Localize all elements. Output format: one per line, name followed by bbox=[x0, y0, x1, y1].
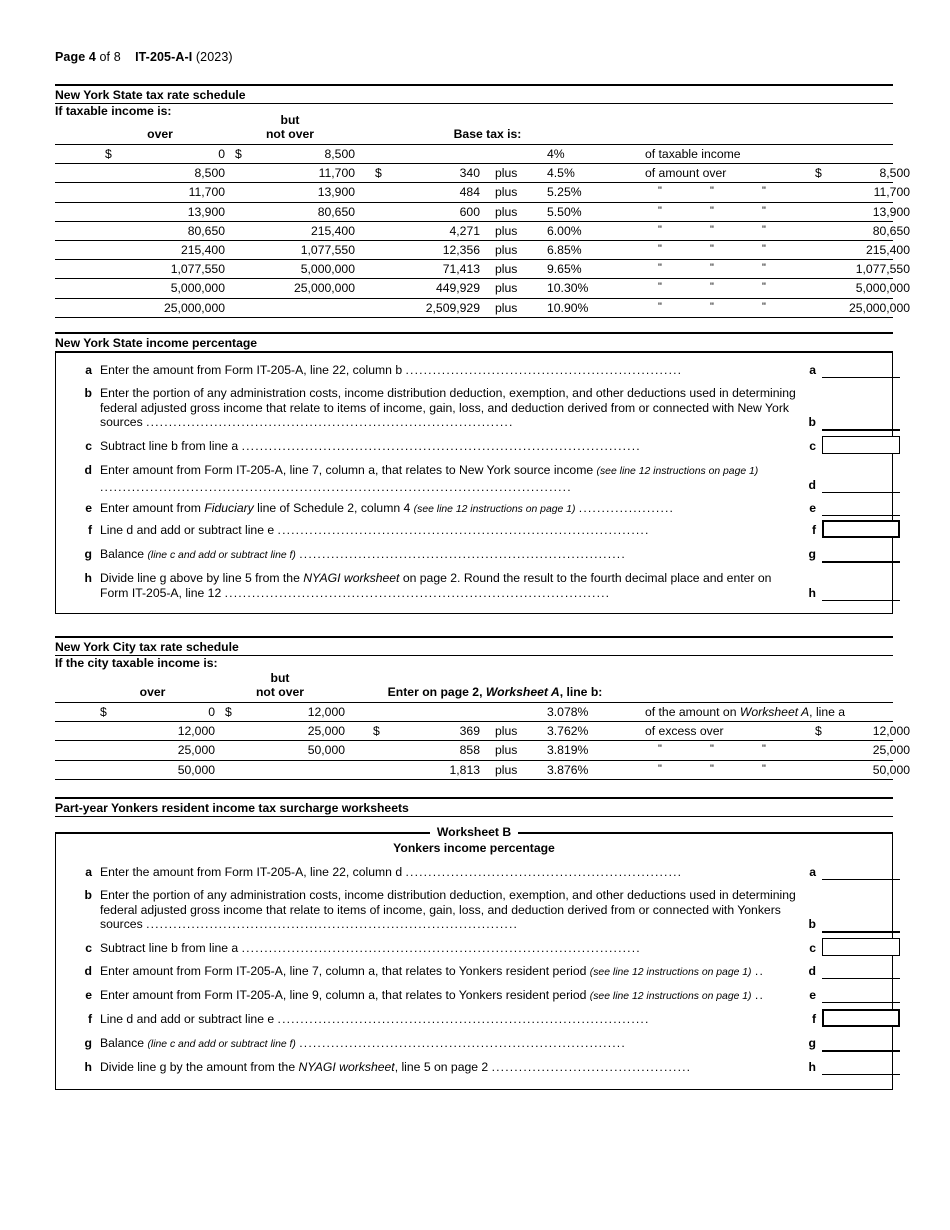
cell-over-value: 215,400 bbox=[180, 243, 225, 257]
form-id: IT-205-A-I bbox=[135, 50, 193, 64]
cell-of-amount-value: 1,077,550 bbox=[855, 262, 910, 277]
page-header bbox=[55, 50, 233, 64]
line-text-d: Enter amount from Form IT-205-A, line 7, column a, that relates to New York source income (see line 12 instructions on page 1) ........................................................................................................ bbox=[100, 463, 759, 494]
table-rule bbox=[55, 144, 893, 145]
cell-not-over-symbol: $ bbox=[225, 705, 232, 719]
line-letter-c: c bbox=[85, 941, 92, 955]
city-tax-rate-table bbox=[55, 671, 910, 782]
page-number: 4 bbox=[88, 50, 96, 64]
cell-not-over-value: 215,400 bbox=[310, 223, 355, 238]
cell-base-value: 2,509,929 bbox=[425, 300, 480, 315]
cell-of-amount-value: 12,000 bbox=[872, 724, 910, 739]
table-rule bbox=[55, 163, 893, 164]
answer-field-b[interactable] bbox=[822, 429, 900, 431]
cell-not-over-symbol: $ bbox=[235, 147, 242, 161]
answer-letter-e: e bbox=[809, 988, 816, 1002]
table-rule bbox=[55, 240, 893, 241]
cell-ditto-mark-2: " bbox=[710, 204, 714, 217]
cell-plus-label: plus bbox=[495, 262, 518, 277]
cell-ditto-mark-2: " bbox=[710, 762, 714, 775]
line-letter-a: a bbox=[85, 865, 92, 879]
worksheet-b-subtitle-wrap bbox=[55, 841, 893, 855]
cell-plus-label: plus bbox=[495, 743, 518, 758]
cell-over-value: 12,000 bbox=[177, 724, 215, 739]
cell-over-value: 13,900 bbox=[187, 204, 225, 219]
answer-field-f[interactable] bbox=[822, 520, 900, 538]
line-text-f: Line d and add or subtract line e .................................................................................. bbox=[100, 523, 650, 537]
column-header-but: but bbox=[270, 671, 290, 685]
answer-letter-f: f bbox=[811, 523, 816, 537]
answer-field-b[interactable] bbox=[822, 931, 900, 933]
cell-ditto-mark-2: " bbox=[710, 300, 714, 313]
line-letter-b: b bbox=[84, 386, 92, 400]
line-text-e: Enter amount from Fiduciary line of Schedule 2, column 4 (see line 12 instructions on page 1) ..................... bbox=[100, 501, 675, 515]
table-rule bbox=[55, 298, 893, 299]
cell-base-value: 1,813 bbox=[449, 762, 480, 777]
cell-ditto-mark-3: " bbox=[762, 743, 766, 756]
cell-not-over-value: 80,650 bbox=[317, 204, 355, 219]
answer-letter-c: c bbox=[809, 941, 816, 955]
cell-ditto-mark-1: " bbox=[658, 223, 662, 236]
section-header-state-rate-schedule: New York State tax rate schedule bbox=[55, 84, 893, 104]
table-rule bbox=[55, 779, 893, 780]
cell-not-over-value: 5,000,000 bbox=[300, 262, 355, 277]
answer-letter-g: g bbox=[808, 1036, 816, 1050]
cell-ditto-mark-3: " bbox=[762, 243, 766, 255]
cell-of-amount-value: 25,000,000 bbox=[849, 300, 910, 315]
cell-rate: 9.65% bbox=[547, 262, 582, 277]
state-tax-rate-table bbox=[55, 113, 910, 315]
answer-letter-a: a bbox=[809, 363, 816, 377]
line-letter-f: f bbox=[87, 1012, 92, 1026]
cell-not-over-value: 8,500 bbox=[324, 147, 355, 161]
answer-letter-g: g bbox=[808, 547, 816, 561]
cell-rate: 3.876% bbox=[547, 762, 589, 777]
cell-ditto-mark-2: " bbox=[710, 281, 714, 294]
worksheet-b-label: Worksheet B bbox=[430, 825, 518, 839]
answer-letter-d: d bbox=[808, 477, 816, 492]
line-text-f: Line d and add or subtract line e .................................................................................. bbox=[100, 1012, 650, 1026]
cell-ditto-mark-2: " bbox=[710, 223, 714, 236]
cell-not-over-value: 13,900 bbox=[317, 185, 355, 200]
cell-not-over-value: 1,077,550 bbox=[300, 243, 355, 257]
table-rule bbox=[55, 740, 893, 741]
cell-rate: 6.00% bbox=[547, 223, 582, 238]
column-header-not-over: not over bbox=[255, 685, 305, 699]
cell-ditto-mark-3: " bbox=[762, 223, 766, 236]
form-year: (2023) bbox=[195, 50, 233, 64]
cell-over-value: 80,650 bbox=[187, 223, 225, 238]
worksheet-b-subtitle: Yonkers income percentage bbox=[393, 841, 555, 855]
table-rule bbox=[55, 278, 893, 279]
table-rule bbox=[55, 182, 893, 183]
answer-letter-f: f bbox=[811, 1012, 816, 1026]
line-letter-g: g bbox=[84, 1036, 92, 1050]
section-header-city-rate-schedule: New York City tax rate schedule bbox=[55, 636, 893, 656]
line-text-c: Subtract line b from line a ........................................................................................ bbox=[100, 941, 641, 955]
cell-ditto-mark-1: " bbox=[658, 762, 662, 775]
cell-plus-label: plus bbox=[495, 185, 518, 200]
cell-rate: 4.5% bbox=[547, 166, 575, 181]
cell-base-value: 340 bbox=[459, 166, 480, 181]
cell-base-symbol: $ bbox=[373, 724, 380, 739]
table-rule bbox=[55, 259, 893, 260]
column-header-not-over: not over bbox=[265, 127, 315, 141]
cell-over-value: 50,000 bbox=[177, 762, 215, 777]
cell-base-value: 600 bbox=[459, 204, 480, 219]
line-text-g: Balance (line c and add or subtract line f) ........................................................................ bbox=[100, 1036, 626, 1050]
legend-rule bbox=[518, 833, 893, 834]
line-text-a: Enter the amount from Form IT-205-A, line 22, column b ............................................................. bbox=[100, 363, 683, 377]
table-rule bbox=[55, 760, 893, 761]
cell-rate: 6.85% bbox=[547, 243, 582, 257]
cell-ditto-mark-3: " bbox=[762, 185, 766, 198]
cell-over-value: 25,000,000 bbox=[164, 300, 225, 315]
column-header-enter-on-page-2: Enter on page 2, Worksheet A, line b: bbox=[387, 685, 603, 699]
cell-ditto-mark-1: " bbox=[658, 262, 662, 275]
state-income-percentage-worksheet bbox=[55, 352, 893, 614]
answer-letter-h: h bbox=[808, 1060, 816, 1074]
cell-over-symbol: $ bbox=[105, 147, 112, 161]
answer-field-h[interactable] bbox=[822, 1074, 900, 1075]
table-rule bbox=[55, 721, 893, 722]
column-header-base-tax: Base tax is: bbox=[453, 127, 522, 141]
column-header-over: over bbox=[147, 127, 173, 141]
cell-over-value: 11,700 bbox=[188, 185, 225, 200]
cell-base-value: 484 bbox=[459, 185, 480, 200]
page-total: 8 bbox=[113, 50, 121, 64]
worksheet-b-legend bbox=[55, 825, 893, 839]
cell-base-value: 858 bbox=[459, 743, 480, 758]
cell-ditto-mark-3: " bbox=[762, 262, 766, 275]
cell-rate: 4% bbox=[547, 147, 565, 161]
cell-plus-label: plus bbox=[495, 166, 518, 181]
cell-plus-label: plus bbox=[495, 300, 518, 315]
cell-plus-label: plus bbox=[495, 223, 518, 238]
line-text-g: Balance (line c and add or subtract line f) ........................................................................ bbox=[100, 547, 626, 561]
cell-ditto-mark-1: " bbox=[658, 281, 662, 294]
cell-of-amount-value: 50,000 bbox=[872, 762, 910, 777]
cell-not-over-value: 12,000 bbox=[307, 705, 345, 719]
cell-of-text: of taxable income bbox=[645, 147, 741, 161]
subhead-if-taxable-income: If taxable income is: bbox=[55, 104, 172, 118]
answer-field-e[interactable] bbox=[822, 1002, 900, 1003]
cell-of-text: of amount over bbox=[645, 166, 727, 181]
answer-field-c[interactable] bbox=[822, 938, 900, 956]
line-text-b: Enter the portion of any administration costs, income distribution deduction, exemption, and other deductions used in determining federal adjusted gross income that relate to items of income, gain, loss, and deduction derived from or connected with Yonkers sources .................................................................................. bbox=[100, 888, 796, 932]
column-header-over: over bbox=[139, 685, 166, 699]
cell-ditto-mark-1: " bbox=[658, 243, 662, 255]
line-text-b: Enter the portion of any administration costs, income distribution deduction, exemption, and other deductions used in determining federal adjusted gross income that relate to items of income, gain, loss, and deduction derived from or connected with New York sources ................................................................................. bbox=[100, 386, 796, 430]
cell-not-over-value: 11,700 bbox=[318, 166, 355, 181]
answer-letter-b: b bbox=[808, 415, 816, 430]
cell-rate: 3.819% bbox=[547, 743, 589, 758]
line-letter-c: c bbox=[85, 439, 92, 453]
cell-rate: 10.30% bbox=[547, 281, 589, 296]
page-of-label: of bbox=[99, 50, 111, 64]
cell-over-value: 1,077,550 bbox=[170, 262, 225, 277]
section-header-state-income-percentage: New York State income percentage bbox=[55, 332, 893, 352]
cell-of-amount-value: 11,700 bbox=[873, 185, 910, 200]
cell-plus-label: plus bbox=[495, 762, 518, 777]
cell-base-symbol: $ bbox=[375, 166, 382, 181]
cell-plus-label: plus bbox=[495, 281, 518, 296]
answer-field-d[interactable] bbox=[822, 978, 900, 979]
cell-ditto-mark-3: " bbox=[762, 762, 766, 775]
answer-letter-a: a bbox=[809, 865, 816, 879]
cell-of-text: of excess over bbox=[645, 724, 724, 739]
cell-over-value: 25,000 bbox=[177, 743, 215, 758]
cell-not-over-value: 25,000 bbox=[307, 724, 345, 739]
answer-letter-e: e bbox=[809, 501, 816, 515]
answer-field-d[interactable] bbox=[822, 492, 900, 493]
cell-plus-label: plus bbox=[495, 243, 518, 257]
line-letter-d: d bbox=[84, 964, 92, 978]
line-letter-b: b bbox=[84, 888, 92, 902]
table-rule bbox=[55, 221, 893, 222]
cell-rate: 3.762% bbox=[547, 724, 589, 739]
column-header-but: but bbox=[280, 113, 300, 127]
cell-over-symbol: $ bbox=[100, 705, 107, 719]
line-text-e: Enter amount from Form IT-205-A, line 9, column a, that relates to Yonkers resident period (see line 12 instructions on page 1) .. bbox=[100, 988, 764, 1002]
yonkers-worksheet-b bbox=[55, 832, 893, 1090]
line-letter-f: f bbox=[87, 523, 92, 537]
cell-rate: 5.50% bbox=[547, 204, 582, 219]
cell-not-over-value: 25,000,000 bbox=[294, 281, 355, 296]
cell-ditto-mark-1: " bbox=[658, 300, 662, 313]
cell-plus-label: plus bbox=[495, 204, 518, 219]
cell-rate: 3.078% bbox=[547, 705, 589, 719]
cell-of-amount-value: 215,400 bbox=[865, 243, 910, 257]
line-letter-d: d bbox=[84, 463, 92, 477]
line-text-h: Divide line g above by line 5 from the NYAGI worksheet on page 2. Round the result to the fourth decimal place and enter on Form IT-205-A, line 12 ..................................................................................... bbox=[100, 571, 772, 600]
cell-plus-label: plus bbox=[495, 724, 518, 739]
cell-base-value: 4,271 bbox=[449, 223, 480, 238]
answer-field-a[interactable] bbox=[822, 879, 900, 880]
cell-over-value: 0 bbox=[218, 147, 225, 161]
cell-base-value: 449,929 bbox=[435, 281, 480, 296]
legend-rule bbox=[55, 833, 430, 834]
table-rule bbox=[55, 202, 893, 203]
cell-ditto-mark-2: " bbox=[710, 743, 714, 756]
page-label: Page bbox=[55, 50, 86, 64]
cell-ditto-mark-2: " bbox=[710, 262, 714, 275]
line-text-h: Divide line g by the amount from the NYAGI worksheet, line 5 on page 2 ............................................ bbox=[100, 1060, 692, 1074]
table-rule bbox=[55, 702, 893, 703]
answer-field-g[interactable] bbox=[822, 561, 900, 563]
cell-ditto-mark-2: " bbox=[710, 243, 714, 255]
cell-ditto-mark-1: " bbox=[658, 185, 662, 198]
line-letter-e: e bbox=[85, 988, 92, 1002]
cell-ditto-mark-3: " bbox=[762, 281, 766, 294]
cell-over-value: 8,500 bbox=[194, 166, 225, 181]
line-text-d: Enter amount from Form IT-205-A, line 7, column a, that relates to Yonkers resident period (see line 12 instructions on page 1) .. bbox=[100, 964, 764, 978]
cell-of-amount-value: 25,000 bbox=[872, 743, 910, 758]
cell-rate: 10.90% bbox=[547, 300, 589, 315]
answer-field-e[interactable] bbox=[822, 515, 900, 516]
cell-ditto-mark-3: " bbox=[762, 204, 766, 217]
cell-rate: 5.25% bbox=[547, 185, 582, 200]
answer-field-h[interactable] bbox=[822, 600, 900, 601]
cell-of-amount-symbol: $ bbox=[815, 724, 822, 739]
line-letter-g: g bbox=[84, 547, 92, 561]
subhead-if-city-taxable-income: If the city taxable income is: bbox=[55, 656, 218, 670]
cell-ditto-mark-3: " bbox=[762, 300, 766, 313]
cell-over-value: 0 bbox=[208, 705, 215, 719]
cell-of-text: of the amount on Worksheet A, line a bbox=[645, 705, 846, 719]
cell-ditto-mark-1: " bbox=[658, 204, 662, 217]
cell-over-value: 5,000,000 bbox=[170, 281, 225, 296]
section-header-yonkers-worksheets: Part-year Yonkers resident income tax surcharge worksheets bbox=[55, 797, 893, 817]
cell-base-value: 369 bbox=[459, 724, 480, 739]
line-letter-h: h bbox=[84, 571, 92, 585]
cell-ditto-mark-1: " bbox=[658, 743, 662, 756]
answer-field-f[interactable] bbox=[822, 1009, 900, 1027]
answer-letter-h: h bbox=[808, 585, 816, 600]
answer-field-a[interactable] bbox=[822, 377, 900, 378]
line-letter-h: h bbox=[84, 1060, 92, 1074]
line-letter-e: e bbox=[85, 501, 92, 515]
answer-field-g[interactable] bbox=[822, 1050, 900, 1052]
answer-letter-b: b bbox=[808, 917, 816, 932]
cell-of-amount-value: 8,500 bbox=[879, 166, 910, 181]
cell-base-value: 12,356 bbox=[442, 243, 480, 257]
cell-of-amount-symbol: $ bbox=[815, 166, 822, 181]
cell-of-amount-value: 13,900 bbox=[872, 204, 910, 219]
cell-of-amount-value: 5,000,000 bbox=[855, 281, 910, 296]
line-text-a: Enter the amount from Form IT-205-A, line 22, column d ............................................................. bbox=[100, 865, 683, 879]
cell-ditto-mark-2: " bbox=[710, 185, 714, 198]
table-rule bbox=[55, 317, 893, 318]
cell-of-amount-value: 80,650 bbox=[872, 223, 910, 238]
line-letter-a: a bbox=[85, 363, 92, 377]
answer-letter-c: c bbox=[809, 439, 816, 453]
cell-not-over-value: 50,000 bbox=[307, 743, 345, 758]
cell-base-value: 71,413 bbox=[442, 262, 480, 277]
answer-letter-d: d bbox=[808, 964, 816, 978]
answer-field-c[interactable] bbox=[822, 436, 900, 454]
line-text-c: Subtract line b from line a ........................................................................................ bbox=[100, 439, 641, 453]
